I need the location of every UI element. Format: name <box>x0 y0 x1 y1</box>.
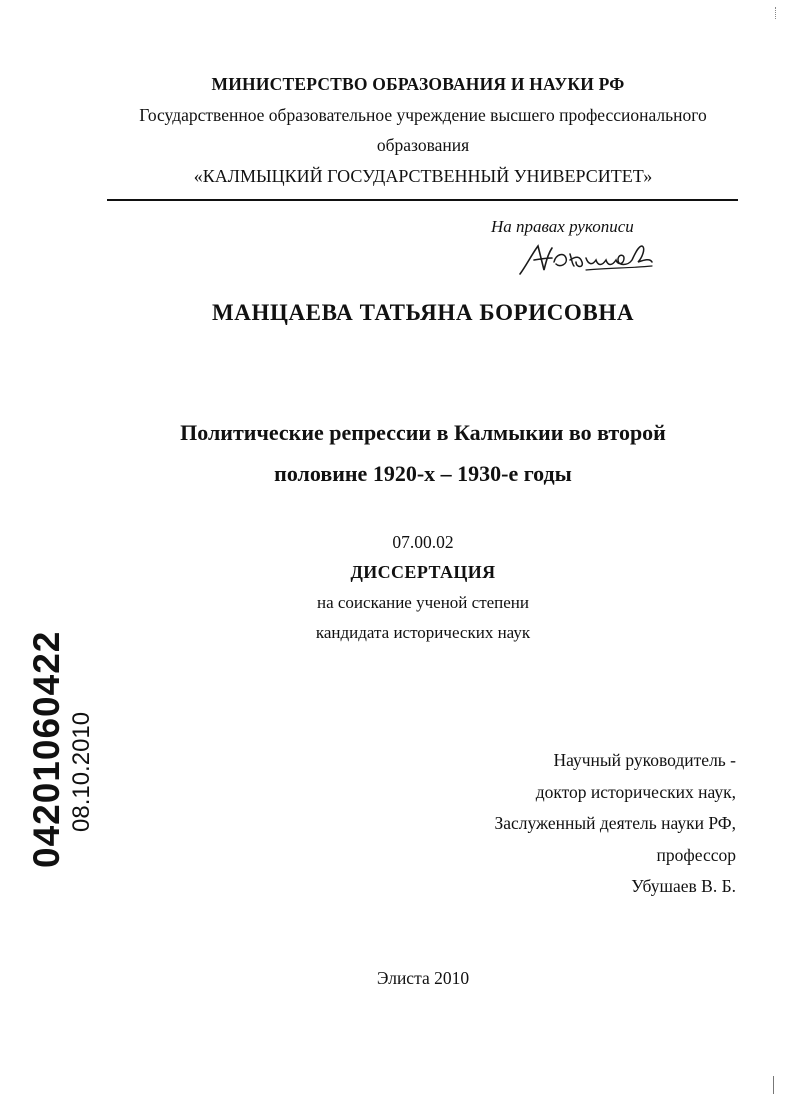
institution-line-2: образования <box>376 135 470 155</box>
supervisor-name: Убушаев В. Б. <box>631 876 736 896</box>
specialty-code: 07.00.02 <box>392 532 454 552</box>
university-name: «КАЛМЫЦКИЙ ГОСУДАРСТВЕННЫЙ УНИВЕРСИТЕТ» <box>193 166 653 186</box>
supervisor-line-1: Научный руководитель - <box>553 750 736 770</box>
library-stamp <box>26 630 96 868</box>
library-stamp-date: 08.10.2010 <box>68 711 95 832</box>
dissertation-title-line-1: Политические репрессии в Калмыкии во второй <box>180 420 666 445</box>
supervisor-line-4: профессор <box>656 845 736 865</box>
author-signature <box>512 240 662 276</box>
scan-mark-bottom <box>773 1076 776 1094</box>
institution-line-1: Государственное образовательное учреждение высшего профессионального <box>139 105 707 125</box>
library-stamp-number: 04201060422 <box>26 630 67 868</box>
manuscript-rights-note: На правах рукописи <box>491 217 634 236</box>
supervisor-line-3: Заслуженный деятель науки РФ, <box>494 813 736 833</box>
supervisor-line-2: доктор исторических наук, <box>535 782 736 802</box>
scan-mark-top <box>775 7 778 19</box>
degree-line-1: на соискание ученой степени <box>316 593 530 612</box>
author-name: МАНЦАЕВА ТАТЬЯНА БОРИСОВНА <box>211 300 635 325</box>
degree-line-2: кандидата исторических наук <box>315 623 531 642</box>
document-type: ДИССЕРТАЦИЯ <box>350 562 496 582</box>
dissertation-title-line-2: половине 1920-х – 1930-е годы <box>274 461 572 486</box>
city-and-year: Элиста 2010 <box>376 968 470 988</box>
header-divider <box>107 199 738 201</box>
ministry-heading: МИНИСТЕРСТВО ОБРАЗОВАНИЯ И НАУКИ РФ <box>211 74 625 94</box>
